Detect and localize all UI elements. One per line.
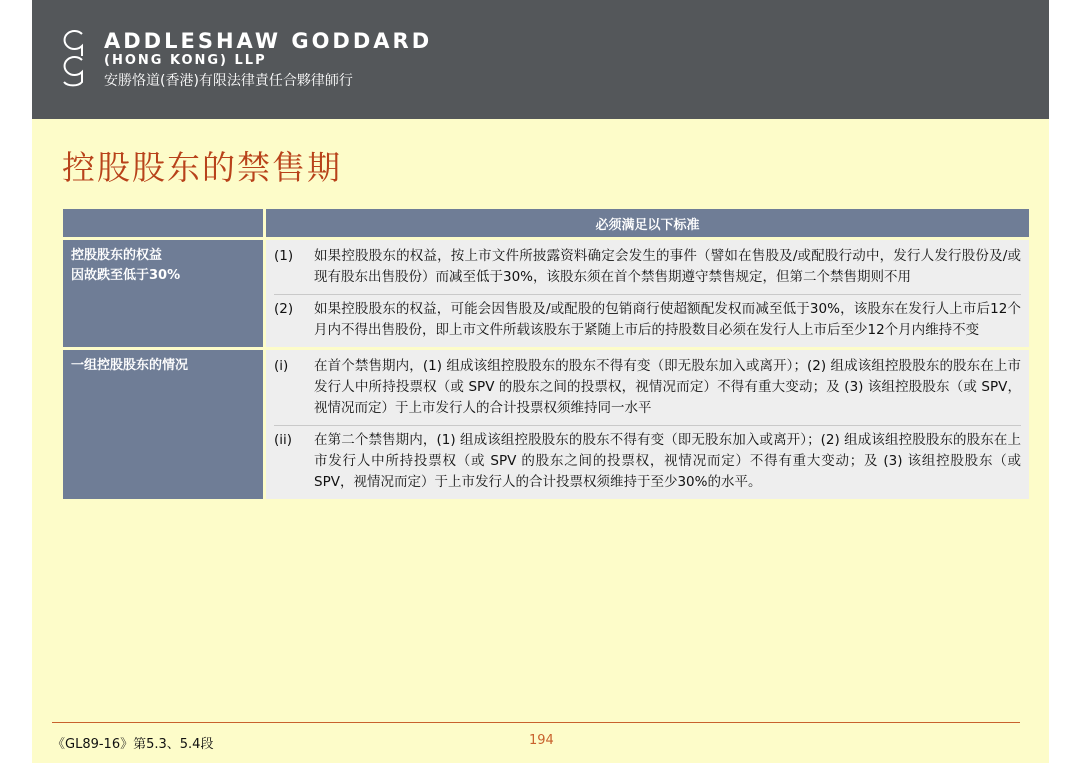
list-item bbox=[274, 297, 1021, 347]
item-number: (2) bbox=[274, 301, 294, 317]
row-label-line: 一组控股股东的情况 bbox=[71, 358, 189, 373]
table-header-left bbox=[63, 209, 263, 237]
item-divider bbox=[274, 294, 1021, 295]
brand-chinese-name: 安勝恪道(香港)有限法律責任合夥律師行 bbox=[104, 73, 353, 89]
header-bar bbox=[32, 0, 1049, 119]
item-number: (1) bbox=[274, 248, 294, 264]
brand-subtitle: (HONG KONG) LLP bbox=[104, 53, 267, 68]
item-divider bbox=[274, 425, 1021, 426]
table-row bbox=[63, 350, 1029, 499]
criteria-table bbox=[63, 209, 1029, 499]
page-title: 控股股东的禁售期 bbox=[62, 148, 342, 187]
item-text: 如果控股股东的权益，可能会因售股及/或配股的包销商行使超额配发权而减至低于30%，该股东在发行人上市后12个月内不得出售股份，即上市文件所载该股东于紧随上市后的持股数目必须在发行人上市后至少12个月内维持不变 bbox=[314, 301, 1021, 338]
table-header-row bbox=[63, 209, 1029, 237]
list-item bbox=[274, 244, 1021, 294]
footer-divider bbox=[52, 722, 1020, 723]
item-number: (i) bbox=[274, 358, 289, 374]
list-item bbox=[274, 428, 1021, 499]
brand-name: ADDLESHAW GODDARD bbox=[104, 29, 433, 53]
list-item bbox=[274, 354, 1021, 425]
row-label-line: 控股股东的权益 bbox=[71, 248, 163, 263]
table-header-right: 必须满足以下标准 bbox=[266, 209, 1029, 237]
row-content bbox=[266, 240, 1029, 347]
row-label bbox=[63, 240, 263, 347]
item-text: 在首个禁售期内，(1) 组成该组控股股东的股东不得有变（即无股东加入或离开）；(2) 组成该组控股股东的股东在上市发行人中所持投票权（或 SPV 的股东之间的投票权，视情况而定）不得有重大变动；及 (3) 该组控股股东（或 SPV，视情况而定）于上市发行人的合计投票权须维持同一水平 bbox=[314, 358, 1021, 416]
page-number: 194 bbox=[529, 733, 554, 748]
item-text: 如果控股股东的权益，按上市文件所披露资料确定会发生的事件（譬如在售股及/或配股行动中，发行人发行股份及/或现有股东出售股份）而减至低于30%，该股东须在首个禁售期遵守禁售规定，但第二个禁售期则不用 bbox=[314, 248, 1021, 285]
footer-reference: 《GL89-16》第5.3、5.4段 bbox=[52, 737, 214, 752]
slide bbox=[32, 0, 1049, 763]
row-content bbox=[266, 350, 1029, 499]
row-label bbox=[63, 350, 263, 499]
ag-logo-icon bbox=[60, 26, 88, 88]
table-row bbox=[63, 240, 1029, 347]
item-text: 在第二个禁售期内，(1) 组成该组控股股东的股东不得有变（即无股东加入或离开）；(2) 组成该组控股股东的股东在上市发行人中所持投票权（或 SPV 的股东之间的投票权，视情况而定）不得有重大变动；及 (3) 该组控股股东（或 SPV，视情况而定）于上市发行人的合计投票权须维持于至少30%的水平。 bbox=[314, 432, 1021, 490]
row-label-line: 因故跌至低于30% bbox=[71, 268, 181, 283]
item-number: (ii) bbox=[274, 432, 293, 448]
